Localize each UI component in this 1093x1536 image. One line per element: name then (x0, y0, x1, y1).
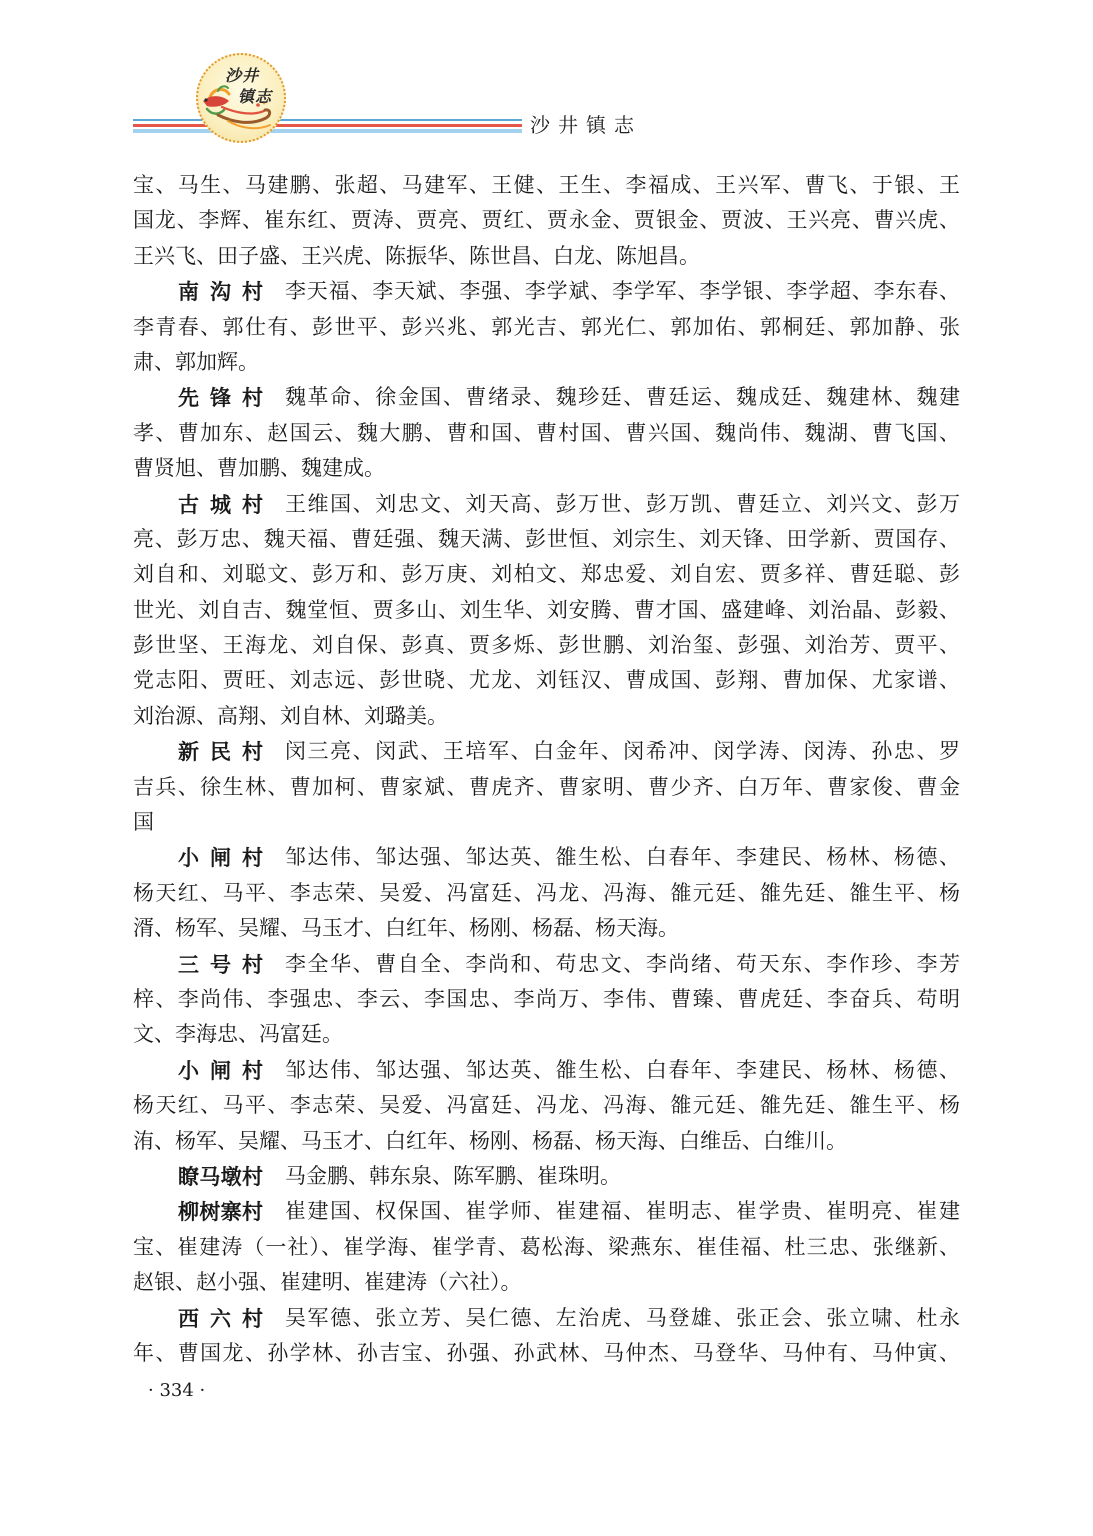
paragraph-nangou-village (133, 274, 960, 380)
names-text: 李天福、李天斌、李强、李学斌、李学军、李学银、李学超、李东春、 (285, 279, 960, 304)
village-label: 柳树寨村 (178, 1199, 263, 1225)
text-line: 年、曹国龙、孙学林、孙吉宝、孙强、孙武林、马仲杰、马登华、马仲有、马仲寅、 (133, 1340, 960, 1365)
paragraph-first-line (133, 1301, 960, 1336)
text-line: 刘治源、高翔、刘自林、刘璐美。 (133, 703, 448, 728)
text-line: 杨天红、马平、李志荣、吴爱、冯富廷、冯龙、冯海、雒元廷、雒先廷、雒生平、杨 (133, 880, 960, 905)
names-text: 邹达伟、邹达强、邹达英、雒生松、白春年、李建民、杨林、杨德、 (285, 845, 960, 870)
text-line: 党志阳、贾旺、刘志远、彭世晓、尤龙、刘钰汉、曹成国、彭翔、曹加保、尤家谱、 (133, 668, 960, 693)
names-text: 李全华、曹自全、李尚和、苟忠文、李尚绪、苟天东、李作珍、李芳 (285, 951, 960, 976)
village-label: 先锋村 (178, 385, 263, 411)
text-line: 世光、刘自吉、魏堂恒、贾多山、刘生华、刘安腾、曹才国、盛建峰、刘治晶、彭毅、 (133, 597, 960, 622)
header-rule-blue-wide (133, 129, 522, 133)
text-line: 梓、李尚伟、李强忠、李云、李国忠、李尚万、李伟、曹臻、曹虎廷、李奋兵、苟明 (133, 986, 960, 1011)
names-text: 邹达伟、邹达强、邹达英、雒生松、白春年、李建民、杨林、杨德、 (285, 1057, 960, 1082)
paragraph-sanhao-village (133, 947, 960, 1053)
village-label: 小闸村 (178, 1057, 263, 1083)
village-label: 南沟村 (178, 279, 263, 305)
text-line: 宝、崔建涛（一社）、崔学海、崔学青、葛松海、梁燕东、崔佳福、杜三忠、张继新、 (133, 1234, 960, 1259)
text-line: 国 (133, 810, 154, 835)
text-line: 李青春、郭仕有、彭世平、彭兴兆、郭光吉、郭光仁、郭加佑、郭桐廷、郭加静、张 (133, 314, 960, 339)
header-title: 沙井镇志 (530, 113, 642, 137)
paragraph-first-line (133, 840, 960, 875)
paragraph-xinmin-village (133, 734, 960, 840)
text-line: 曹贤旭、曹加鹏、魏建成。 (133, 456, 385, 481)
names-text: 吴军德、张立芳、吴仁德、左治虎、马登雄、张正会、张立啸、杜永 (285, 1305, 960, 1330)
paragraph-first-line (133, 274, 960, 309)
header-rule-red (133, 124, 522, 127)
text-line: 国龙、李辉、崔东红、贾涛、贾亮、贾红、贾永金、贾银金、贾波、王兴亮、曹兴虎、 (133, 208, 960, 233)
page-number: · 334 · (148, 1380, 206, 1401)
paragraph-liushuzhai-village (133, 1194, 960, 1300)
village-label: 西六村 (178, 1305, 263, 1331)
text-line: 赵银、赵小强、崔建明、崔建涛（六社）。 (133, 1270, 522, 1295)
text-line: 宝、马生、马建鹏、张超、马建军、王健、王生、李福成、王兴军、曹飞、于银、王 (133, 173, 960, 197)
text-line: 杨天红、马平、李志荣、吴爱、冯富廷、冯龙、冯海、雒元廷、雒先廷、雒生平、杨 (133, 1093, 960, 1118)
paragraph-first-line (133, 734, 960, 769)
text-line: 彭世坚、王海龙、刘自保、彭真、贾多烁、彭世鹏、刘治玺、彭强、刘治芳、贾平、 (133, 633, 960, 658)
logo-text-line1: 沙井 (225, 66, 260, 85)
names-text: 马金鹏、韩东泉、陈军鹏、崔珠明。 (285, 1163, 621, 1188)
paragraph-liaomadun-village (133, 1159, 960, 1194)
village-label: 三号村 (178, 951, 263, 977)
paragraph-continuation (133, 168, 960, 274)
paragraph-first-line (133, 380, 960, 415)
names-text: 崔建国、权保国、崔学师、崔建福、崔明志、崔学贵、崔明亮、崔建 (285, 1199, 960, 1224)
text-line: 王兴飞、田子盛、王兴虎、陈振华、陈世昌、白龙、陈旭昌。 (133, 243, 700, 268)
paragraph-first-line (133, 947, 960, 982)
text-line: 刘自和、刘聪文、彭万和、彭万庚、刘柏文、郑忠爱、刘自宏、贾多祥、曹廷聪、彭 (133, 562, 960, 587)
village-label: 古城村 (178, 491, 263, 517)
logo-text-line2: 镇志 (238, 87, 273, 106)
paragraph-first-line (133, 487, 960, 522)
text-line: 亮、彭万忠、魏天福、曹廷强、魏天满、彭世恒、刘宗生、刘天锋、田学新、贾国存、 (133, 526, 960, 551)
paragraph-first-line (133, 1053, 960, 1088)
text-line: 肃、郭加辉。 (133, 349, 259, 374)
text-line: 洧、杨军、吴耀、马玉才、白红年、杨刚、杨磊、杨天海、白维岳、白维川。 (133, 1128, 847, 1153)
paragraph-xiliu-village (133, 1301, 960, 1372)
paragraph-xianfeng-village (133, 380, 960, 486)
paragraph-xiaozha-village-2 (133, 1053, 960, 1159)
paragraph-first-line (133, 1194, 960, 1229)
names-text: 王维国、刘忠文、刘天高、彭万世、彭万凯、曹廷立、刘兴文、彭万 (285, 491, 960, 516)
village-label: 新民村 (178, 739, 263, 765)
paragraph-first-line (133, 1159, 960, 1194)
names-text: 魏革命、徐金国、曹绪录、魏珍廷、曹廷运、魏成廷、魏建林、魏建 (285, 385, 960, 410)
paragraph-xiaozha-village (133, 840, 960, 946)
text-line: 湑、杨军、吴耀、马玉才、白红年、杨刚、杨磊、杨天海。 (133, 916, 679, 941)
header-rule-blue-thin (133, 119, 522, 121)
paragraph-gucheng-village (133, 487, 960, 735)
text-line: 孝、曹加东、赵国云、魏大鹏、曹和国、曹村国、曹兴国、魏尚伟、魏湖、曹飞国、 (133, 420, 960, 445)
body-text (133, 168, 960, 1371)
header-logo (196, 53, 286, 143)
village-label: 小闸村 (178, 845, 263, 871)
names-text: 闵三亮、闵武、王培军、白金年、闵希冲、闵学涛、闵涛、孙忠、罗 (285, 739, 960, 764)
text-line: 吉兵、徐生林、曹加柯、曹家斌、曹虎齐、曹家明、曹少齐、白万年、曹家俊、曹金 (133, 774, 960, 799)
text-line: 文、李海忠、冯富廷。 (133, 1022, 343, 1047)
village-label: 瞭马墩村 (178, 1163, 263, 1189)
